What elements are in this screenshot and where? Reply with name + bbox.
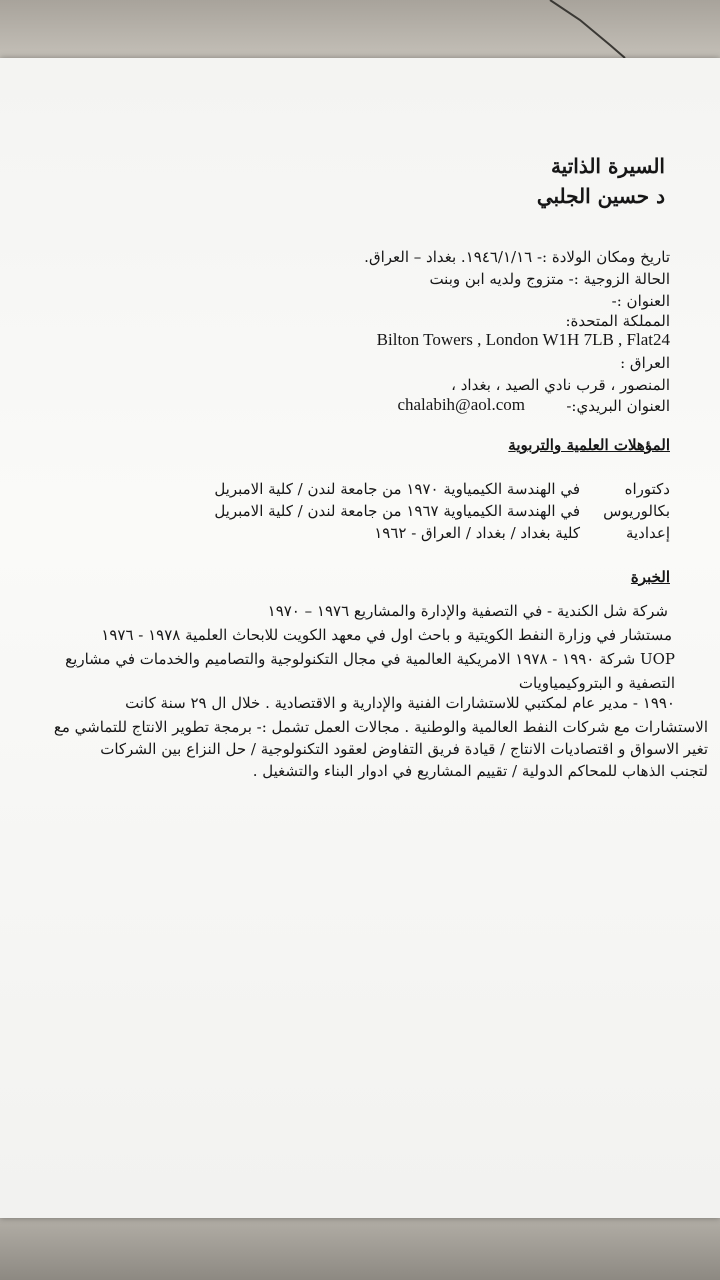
address-label: العنوان :- xyxy=(611,292,670,310)
surface-crack-mark xyxy=(540,0,630,60)
experience-line: مستشار في وزارة النفط الكويتية و باحث اول في معهد الكويت للابحاث العلمية ١٩٧٨ - ١٩٧٦ xyxy=(101,626,672,644)
iraq-label: العراق : xyxy=(620,354,670,372)
qualification-row xyxy=(625,480,670,498)
marital-line: الحالة الزوجية :- متزوج ولديه ابن وبنت xyxy=(429,270,670,288)
qualification-row xyxy=(603,502,670,520)
qualification-degree: إعدادية xyxy=(625,524,670,542)
qualification-detail: كلية بغداد / بغداد / العراق - ١٩٦٢ xyxy=(374,524,580,542)
qualification-detail: في الهندسة الكيمياوية ١٩٧٠ من جامعة لندن / كلية الامبريل xyxy=(214,480,580,498)
cv-title: السيرة الذاتية xyxy=(550,154,665,178)
qualification-row xyxy=(626,524,670,542)
qualifications-heading: المؤهلات العلمية والتربوية xyxy=(508,436,670,454)
cv-paper xyxy=(0,58,720,1218)
email-address: chalabih@aol.com xyxy=(397,395,525,414)
birth-line: تاريخ ومكان الولادة :- ١٩٤٦/١/١٦. بغداد – العراق. xyxy=(364,248,670,266)
uk-label: المملكة المتحدة: xyxy=(565,312,670,330)
qualification-detail: في الهندسة الكيمياوية ١٩٦٧ من جامعة لندن / كلية الامبريل xyxy=(214,502,580,520)
iraq-address: المنصور ، قرب نادي الصيد ، بغداد ، xyxy=(451,376,670,394)
experience-heading: الخبرة xyxy=(630,568,670,586)
experience-line: UOP شركة ١٩٩٠ - ١٩٧٨ الامريكية العالمية في مجال التكنولوجية والتصاميم والخدمات في مشاريع xyxy=(65,650,675,668)
experience-line: الاستشارات مع شركات النفط العالمية والوطنية . مجالات العمل تشمل :- برمجة تطوير الانتاج للتماشي مع xyxy=(53,718,708,736)
experience-line: ١٩٩٠ - مدير عام لمكتبي للاستشارات الفنية والإدارية و الاقتصادية . خلال ال ٢٩ سنة كانت xyxy=(125,694,675,712)
qualification-degree: دكتوراه xyxy=(624,480,670,498)
experience-line: شركة شل الكندية - في التصفية والإدارة والمشاريع ١٩٧٦ – ١٩٧٠ xyxy=(267,602,668,620)
email-label: العنوان البريدي:- xyxy=(566,397,670,415)
experience-line: تغير الاسواق و اقتصاديات الانتاج / قيادة فريق التفاوض لعقود التكنولوجية / حل النزاع بين الشركات xyxy=(100,740,708,758)
experience-line: لتجنب الذهاب للمحاكم الدولية / تقييم المشاريع في ادوار البناء والتشغيل . xyxy=(252,762,708,780)
experience-line: التصفية و البتروكيمياويات xyxy=(518,674,675,692)
photo-background-bottom xyxy=(0,1210,720,1280)
uk-address: Bilton Towers , London W1H 7LB , Flat24 xyxy=(376,330,670,349)
cv-person-name: د حسين الجلبي xyxy=(536,184,665,208)
qualification-degree: بكالوريوس xyxy=(603,502,670,520)
